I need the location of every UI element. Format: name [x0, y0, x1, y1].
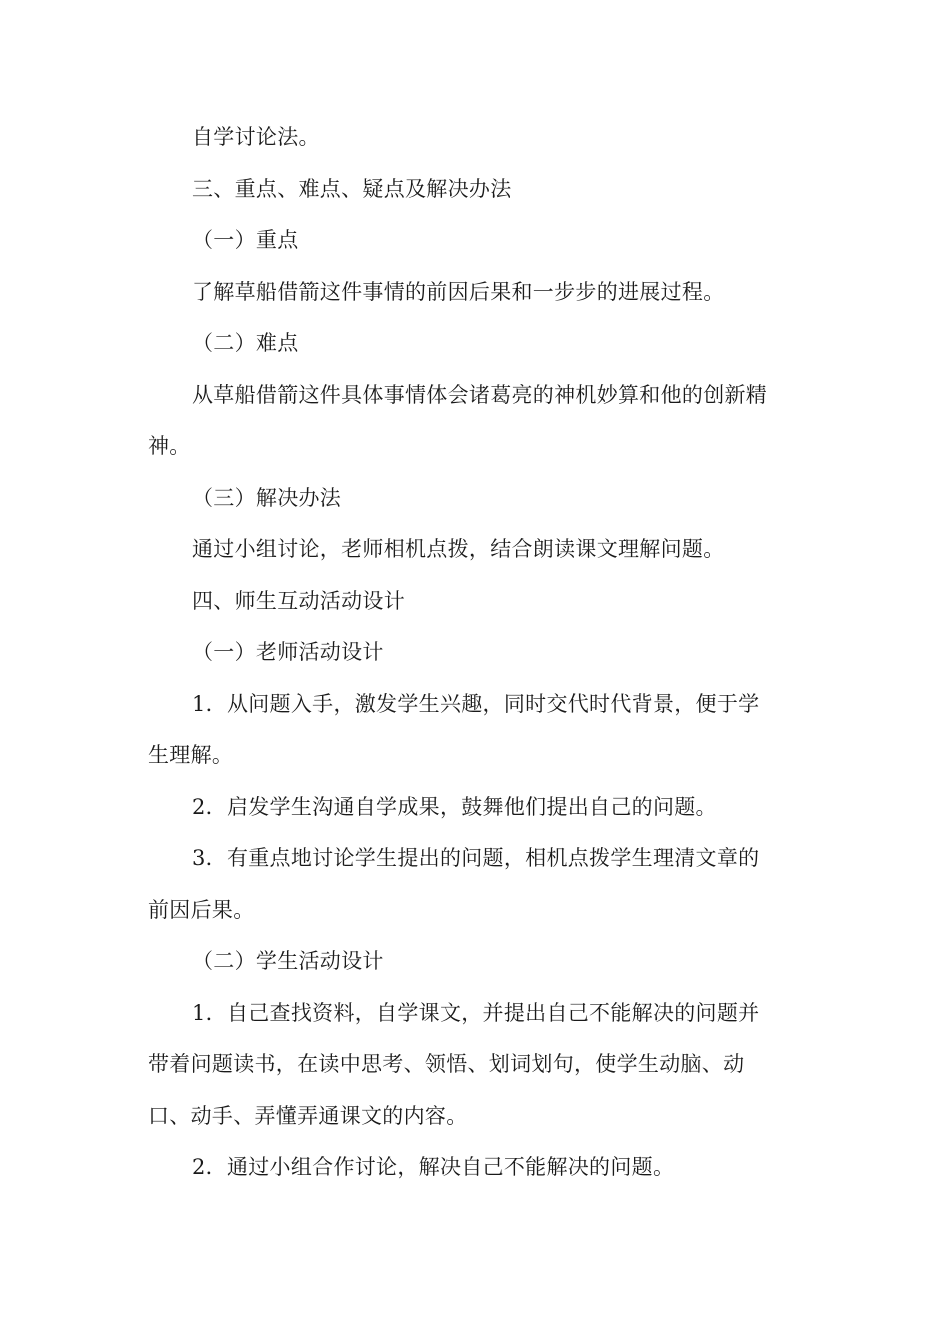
student-item-1-line-1: 1．自己查找资料，自学课文，并提出自己不能解决的问题并: [192, 1000, 760, 1025]
paragraph-method-line: 自学讨论法。: [192, 125, 320, 149]
subheading-difficulty: （二）难点: [192, 331, 299, 355]
subheading-solution: （三）解决办法: [192, 485, 342, 510]
paragraph-difficulty-line-2: 神。: [148, 434, 191, 458]
teacher-item-2: 2．启发学生沟通自学成果，鼓舞他们提出自己的问题。: [192, 794, 717, 819]
paragraph-difficulty-line-1: 从草船借箭这件具体事情体会诸葛亮的神机妙算和他的创新精: [192, 382, 768, 407]
teacher-item-1-line-1: 1．从问题入手，激发学生兴趣，同时交代时代背景，便于学: [192, 691, 760, 716]
subheading-focus: （一）重点: [192, 228, 299, 252]
subheading-teacher-activities: （一）老师活动设计: [192, 640, 384, 664]
student-item-2: 2．通过小组合作讨论，解决自己不能解决的问题。: [192, 1155, 675, 1179]
document-body: [148, 112, 808, 1194]
paragraph-solution: 通过小组讨论，老师相机点拨，结合朗读课文理解问题。: [192, 537, 725, 561]
subheading-student-activities: （二）学生活动设计: [192, 949, 384, 973]
section-heading-key-points: 三、重点、难点、疑点及解决办法: [192, 176, 512, 201]
paragraph-focus: 了解草船借箭这件事情的前因后果和一步步的进展过程。: [192, 279, 725, 304]
teacher-item-3-line-2: 前因后果。: [148, 897, 255, 922]
student-item-1-line-3: 口、动手、弄懂弄通课文的内容。: [148, 1103, 468, 1128]
student-item-1-line-2: 带着问题读书，在读中思考、领悟、划词划句，使学生动脑、动: [148, 1052, 745, 1076]
teacher-item-1-line-2: 生理解。: [148, 743, 234, 767]
section-heading-interaction: 四、师生互动活动设计: [192, 588, 405, 613]
teacher-item-3-line-1: 3．有重点地讨论学生提出的问题，相机点拨学生理清文章的: [192, 846, 760, 870]
